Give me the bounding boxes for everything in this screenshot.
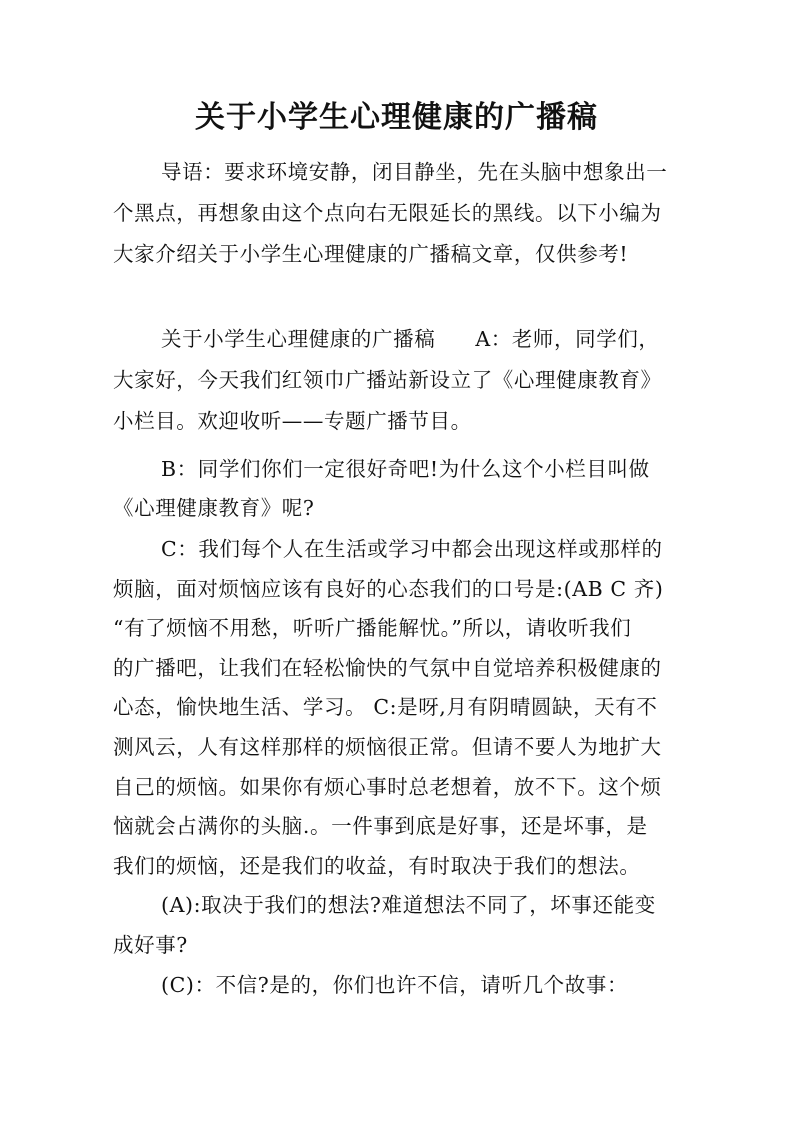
body-line: 自己的烦恼。如果你有烦心事时总老想着，放不下。这个烦	[113, 775, 662, 799]
document-title: 关于小学生心理健康的广播稿	[195, 100, 598, 135]
body-line: 小栏目。欢迎收听——专题广播节目。	[113, 409, 472, 433]
body-heading-text: 关于小学生心理健康的广播稿	[161, 327, 436, 351]
body-line: C：我们每个人在生活或学习中都会出现这样或那样的	[161, 537, 663, 561]
body-line: 成好事?	[113, 933, 188, 957]
body-line: 烦脑，面对烦恼应该有良好的心态我们的口号是:(AB C 齐)	[113, 577, 664, 601]
speaker-a-text: A：老师，同学们，	[475, 327, 660, 351]
body-line: 我们的烦恼，还是我们的收益，有时取决于我们的想法。	[113, 854, 641, 878]
body-line	[161, 325, 660, 353]
body-line: 心态，愉快地生活、学习。 C:是呀,月有阴晴圆缺，天有不	[113, 695, 658, 719]
body-line: “有了烦恼不用愁，听听广播能解忧。”所以，请收听我们	[113, 616, 632, 640]
body-line: 《心理健康教育》呢?	[113, 496, 315, 520]
body-line: 大家好，今天我们红领巾广播站新设立了《心理健康教育》	[113, 368, 662, 392]
body-line: B：同学们你们一定很好奇吧!为什么这个小栏目叫做	[161, 457, 650, 481]
intro-line: 导语：要求环境安静，闭目静坐，先在头脑中想象出一	[161, 160, 668, 184]
body-line: 的广播吧，让我们在轻松愉快的气氛中自觉培养积极健康的	[113, 656, 662, 680]
intro-line: 个黑点，再想象由这个点向右无限延长的黑线。以下小编为	[113, 201, 662, 225]
body-line: 测风云，人有这样那样的烦恼很正常。但请不要人为地扩大	[113, 735, 662, 759]
body-line: (A):取决于我们的想法?难道想法不同了，坏事还能变	[161, 893, 656, 917]
body-line: (C)：不信?是的，你们也许不信，请听几个故事：	[161, 973, 629, 997]
body-line: 恼就会占满你的头脑.。一件事到底是好事，还是坏事，是	[113, 814, 648, 838]
intro-line: 大家介绍关于小学生心理健康的广播稿文章，仅供参考!	[113, 242, 629, 266]
